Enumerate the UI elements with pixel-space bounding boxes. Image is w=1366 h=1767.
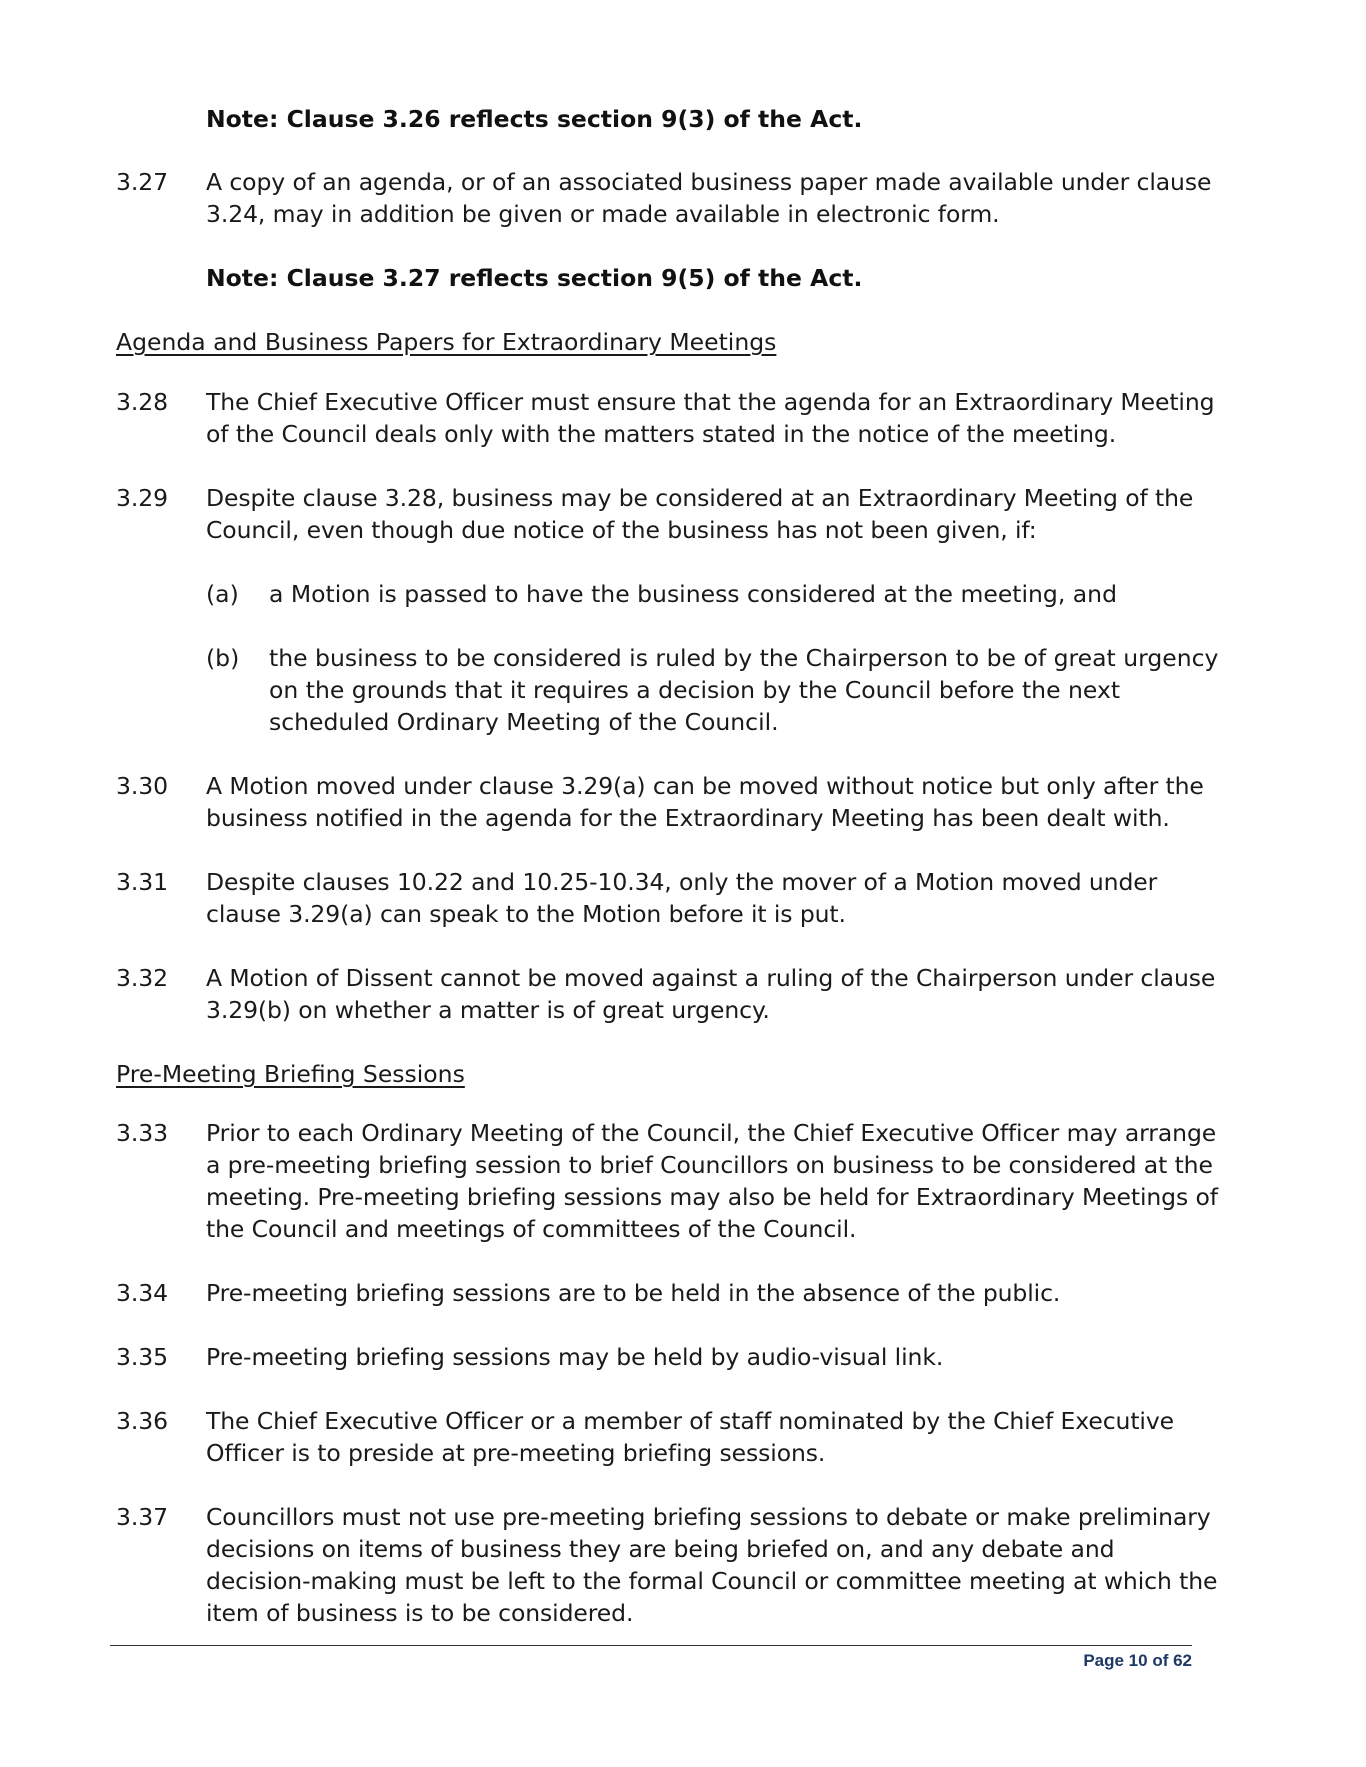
clause-text: Prior to each Ordinary Meeting of the Council, the Chief Executive Officer may arrange a pre-meeting briefing session to brief Councillors on business to be considered at the meeting. Pre-meeting briefing sessions may also be held for Extraordinary Meetings of the Council and meetings of committees of the Council. [206,1119,1218,1243]
clause-text: A Motion moved under clause 3.29(a) can be moved without notice but only after the business notified in the agenda for the Extraordinary Meeting has been dealt with. [206,772,1204,832]
clause-text: Despite clause 3.28, business may be considered at an Extraordinary Meeting of the Council, even though due notice of the business has not been given, if: [206,484,1194,544]
clause-3-30 [116,770,1226,834]
clause-text: The Chief Executive Officer must ensure that the agenda for an Extraordinary Meeting of the Council deals only with the matters stated in the notice of the meeting. [206,388,1215,448]
clause-3-37 [116,1501,1226,1629]
page-number: Page 10 of 62 [1083,1651,1192,1670]
clause-text: The Chief Executive Officer or a member of staff nominated by the Chief Executive Officer is to preside at pre-meeting briefing sessions. [206,1407,1175,1467]
subclause-text: a Motion is passed to have the business considered at the meeting, and [269,580,1117,608]
clause-text: Pre-meeting briefing sessions are to be held in the absence of the public. [206,1279,1061,1307]
clause-number: 3.29 [116,484,168,512]
note-clause-3-27: Note: Clause 3.27 reflects section 9(5) of the Act. [206,264,863,292]
clause-text: Councillors must not use pre-meeting briefing sessions to debate or make preliminary decisions on items of business they are being briefed on, and any debate and decision-making must be left to the formal Council or committee meeting at which the item of business is to be considered. [206,1503,1218,1627]
clause-3-32 [116,962,1226,1026]
clause-number: 3.36 [116,1407,168,1435]
clause-3-36 [116,1405,1226,1469]
clause-number: 3.37 [116,1503,168,1531]
subclause-marker: (b) [206,644,240,672]
subclause-b [206,642,1226,738]
subclause-text: the business to be considered is ruled by the Chairperson to be of great urgency on the grounds that it requires a decision by the Council before the next scheduled Ordinary Meeting of the Council. [269,644,1219,736]
clause-number: 3.30 [116,772,168,800]
clause-3-27 [116,166,1226,230]
clause-text: Despite clauses 10.22 and 10.25-10.34, only the mover of a Motion moved under clause 3.29(a) can speak to the Motion before it is put. [206,868,1158,928]
clause-3-33 [116,1117,1226,1245]
clause-number: 3.35 [116,1343,168,1371]
subclause-marker: (a) [206,580,239,608]
footer-divider [110,1645,1192,1646]
clause-3-35 [116,1341,1226,1373]
clause-3-34 [116,1277,1226,1309]
clause-number: 3.28 [116,388,168,416]
clause-number: 3.34 [116,1279,168,1307]
note-clause-3-26: Note: Clause 3.26 reflects section 9(3) of the Act. [206,105,863,133]
clause-text: A Motion of Dissent cannot be moved against a ruling of the Chairperson under clause 3.29(b) on whether a matter is of great urgency. [206,964,1216,1024]
clause-3-29 [116,482,1226,546]
section-heading-agenda-extraordinary: Agenda and Business Papers for Extraordinary Meetings [116,328,777,356]
clause-text: Pre-meeting briefing sessions may be held by audio-visual link. [206,1343,944,1371]
clause-number: 3.31 [116,868,168,896]
clause-3-31 [116,866,1226,930]
clause-number: 3.32 [116,964,168,992]
clause-text: A copy of an agenda, or of an associated business paper made available under clause 3.24, may in addition be given or made available in electronic form. [206,168,1212,228]
clause-number: 3.33 [116,1119,168,1147]
clause-number: 3.27 [116,168,168,196]
subclause-a [206,578,1226,610]
section-heading-pre-meeting: Pre-Meeting Briefing Sessions [116,1060,465,1088]
clause-3-28 [116,386,1226,450]
